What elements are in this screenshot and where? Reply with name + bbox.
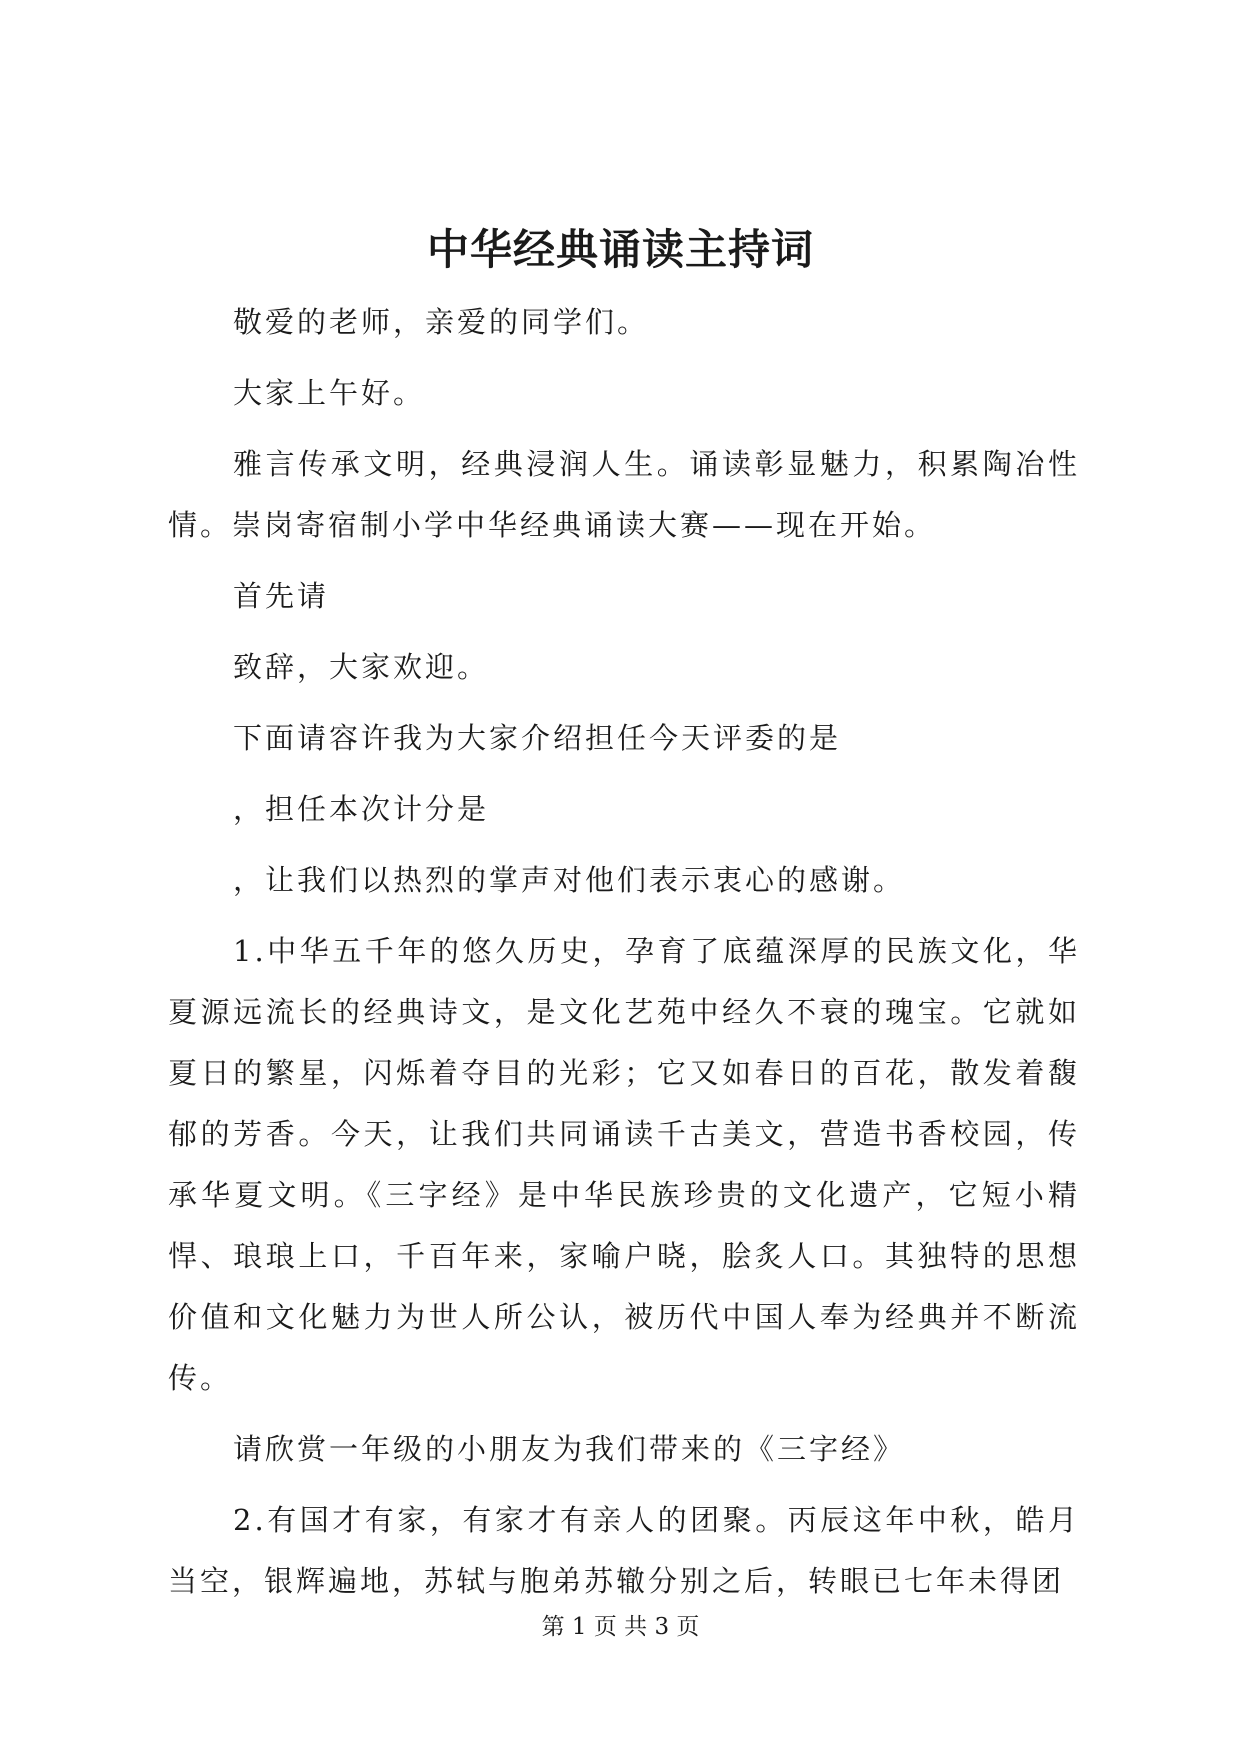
paragraph: 雅言传承文明，经典浸润人生。诵读彰显魅力，积累陶冶性情。崇岗寄宿制小学中华经典诵读大赛——现在开始。 bbox=[168, 447, 1080, 542]
paragraph: 致辞，大家欢迎。 bbox=[233, 650, 490, 684]
paragraph: 下面请容许我为大家介绍担任今天评委的是 bbox=[233, 721, 842, 755]
paragraph: 大家上午好。 bbox=[233, 376, 426, 410]
paragraph: ，让我们以热烈的掌声对他们表示衷心的感谢。 bbox=[233, 863, 906, 897]
page-footer: 第 1 页 共 3 页 bbox=[541, 1614, 700, 1640]
paragraph: 1.中华五千年的悠久历史，孕育了底蕴深厚的民族文化，华夏源远流长的经典诗文，是文化艺苑中经久不衰的瑰宝。它就如夏日的繁星，闪烁着夺目的光彩；它又如春日的百花，散发着馥郁的芳香。今天，让我们共同诵读千古美文，营造书香校园，传承华夏文明。《三字经》是中华民族珍贵的文化遗产，它短小精悍、琅琅上口，千百年来，家喻户晓，脍炙人口。其独特的思想价值和文化魅力为世人所公认，被历代中国人奉为经典并不断流传。 bbox=[168, 934, 1080, 1395]
paragraph: 敬爱的老师，亲爱的同学们。 bbox=[233, 305, 650, 339]
paragraph: 首先请 bbox=[233, 579, 330, 613]
document-title: 中华经典诵读主持词 bbox=[426, 225, 814, 274]
document-body bbox=[168, 292, 1080, 1622]
paragraph: 2.有国才有家，有家才有亲人的团聚。丙辰这年中秋，皓月当空，银辉遍地，苏轼与胞弟苏辙分别之后，转眼已七年未得团 bbox=[168, 1503, 1080, 1598]
paragraph: ，担任本次计分是 bbox=[233, 792, 490, 826]
paragraph: 请欣赏一年级的小朋友为我们带来的《三字经》 bbox=[233, 1432, 906, 1466]
